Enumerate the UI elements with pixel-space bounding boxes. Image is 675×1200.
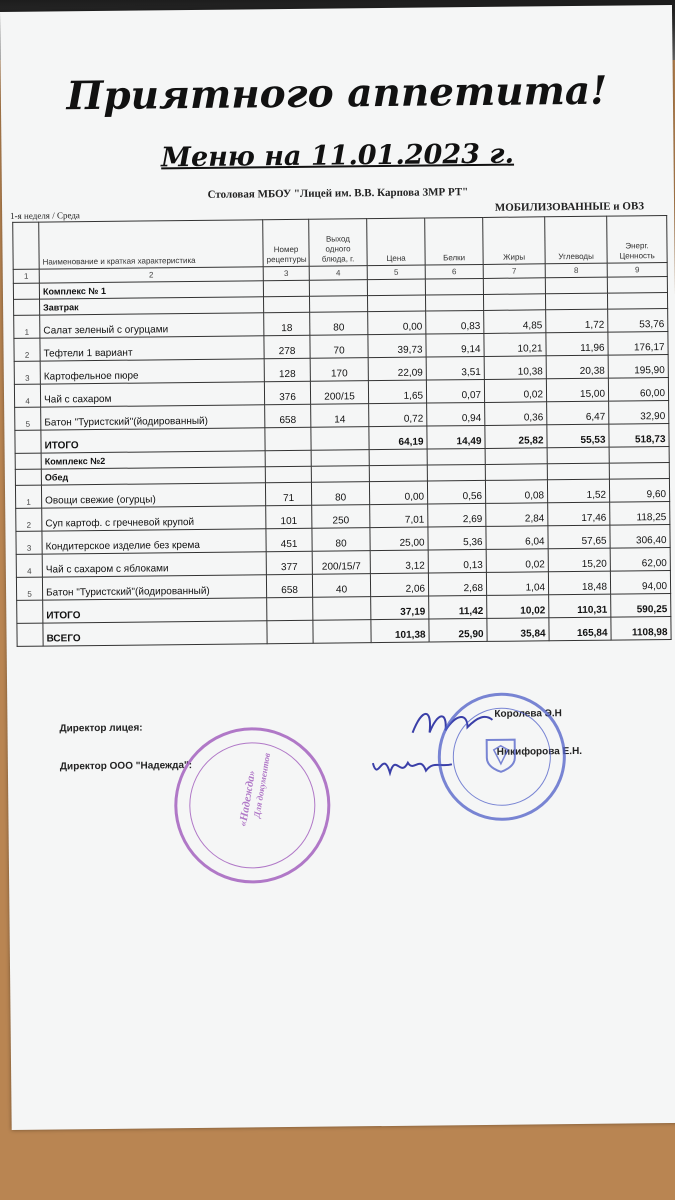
dish-carbs: 11,96: [546, 332, 608, 356]
row-index: 4: [16, 554, 42, 577]
dish-fat: 10,21: [484, 333, 546, 357]
complex2-total-row-energy: 590,25: [611, 594, 671, 618]
dish-carbs: 20,38: [546, 355, 608, 379]
table-header-row: [13, 216, 667, 270]
dish-name: Салат зеленый с огурцами: [40, 313, 264, 338]
dish-protein: 5,36: [428, 526, 486, 550]
week-day: 1-я неделя / Среда: [10, 210, 80, 221]
dish-protein: 2,69: [428, 503, 486, 527]
dish-fat: 1,04: [486, 572, 548, 596]
row-index: 1: [14, 315, 40, 338]
company-stamp: [174, 727, 332, 885]
dish-energy: 195,90: [608, 355, 668, 379]
dish-protein: 9,14: [426, 333, 484, 357]
dish-fat: 0,02: [486, 549, 548, 573]
row-index: 3: [16, 531, 42, 554]
emblem-icon: [485, 738, 517, 774]
recipe-number: 658: [266, 574, 312, 597]
dish-price: 22,09: [368, 357, 426, 381]
complex1-meal-label: Завтрак: [40, 297, 264, 315]
page-title: Приятного аппетита!: [66, 67, 608, 120]
dish-energy: 94,00: [610, 571, 670, 595]
complex2-meal-label: Обед: [41, 467, 265, 485]
dish-price: 25,00: [370, 527, 428, 551]
company-stamp-subtext: Для документов: [251, 752, 273, 819]
dish-price: 0,72: [369, 403, 427, 427]
dish-price: 1,65: [368, 380, 426, 404]
complex2-header-label: Комплекс №2: [41, 451, 265, 469]
dish-fat: 0,08: [485, 480, 547, 504]
dish-protein: 0,07: [426, 379, 484, 403]
grand-total-row-protein: 25,90: [429, 618, 487, 642]
dish-name: Чай с сахаром с яблоками: [42, 552, 266, 577]
column-protein: Белки: [425, 217, 483, 265]
dish-price: 0,00: [369, 481, 427, 505]
dish-carbs: 1,72: [546, 309, 608, 333]
recipe-number: 376: [264, 381, 310, 404]
complex1-total-row-carbs: 55,53: [547, 424, 609, 448]
dish-yield: 200/15/7: [312, 551, 370, 575]
dish-fat: 6,04: [486, 526, 548, 550]
column-name: Наименование и краткая характеристика: [39, 220, 263, 269]
dish-protein: 0,56: [427, 480, 485, 504]
recipe-number: 377: [266, 551, 312, 574]
dish-carbs: 6,47: [547, 401, 609, 425]
row-index: 1: [15, 485, 41, 508]
dish-name: Батон "Туристский"(йодированный): [42, 575, 266, 600]
row-index: 2: [16, 508, 42, 531]
dish-name: Чай с сахаром: [40, 382, 264, 407]
complex1-total-row-fat: 25,82: [485, 425, 547, 449]
complex2-total-row-price: 37,19: [371, 596, 429, 620]
complex1-total-row-energy: 518,73: [609, 424, 669, 448]
category-label: МОБИЛИЗОВАННЫЕ и ОВЗ: [494, 200, 645, 214]
column-price: Цена: [367, 218, 425, 266]
dish-price: 2,06: [370, 573, 428, 597]
company-director-label: Директор ООО "Надежда":: [59, 760, 193, 773]
organization-name: Столовая МБОУ "Лицей им. В.В. Карпова ЗМР РТ": [207, 186, 469, 201]
dish-yield: 250: [312, 505, 370, 529]
dish-price: 3,12: [370, 550, 428, 574]
dish-energy: 306,40: [610, 525, 670, 549]
column-carbs: Углеводы: [545, 216, 607, 264]
dish-carbs: 15,00: [546, 378, 608, 402]
complex1-header-label: Комплекс № 1: [39, 281, 263, 299]
dish-price: 0,00: [368, 311, 426, 335]
dish-carbs: 18,48: [548, 571, 610, 595]
signatory-name-1: Королева Э.Н: [494, 708, 562, 720]
menu-table: [12, 215, 671, 647]
column-recipe: Номер рецептуры: [263, 219, 309, 266]
row-index: 3: [14, 361, 40, 384]
dish-carbs: 15,20: [548, 548, 610, 572]
recipe-number: 658: [265, 404, 311, 427]
column-number-row: 1 2 3 4 5 6 7 8 9: [13, 263, 667, 284]
complex1-total-row-protein: 14,49: [427, 425, 485, 449]
signatory-name-2: Никифорова Е.Н.: [496, 745, 583, 758]
dish-price: 39,73: [368, 334, 426, 358]
dish-energy: 53,76: [608, 309, 668, 333]
grand-total-row-price: 101,38: [371, 619, 429, 643]
dish-energy: 176,17: [608, 332, 668, 356]
complex1-total-row-price: 64,19: [369, 426, 427, 450]
grand-total-row-label: ВСЕГО: [43, 621, 267, 646]
dish-yield: 80: [310, 312, 368, 336]
recipe-number: 128: [264, 358, 310, 381]
column-yield: Выход одного блюда, г.: [309, 219, 367, 267]
dish-fat: 0,02: [484, 379, 546, 403]
complex1-total-row-label: ИТОГО: [41, 428, 265, 453]
dish-yield: 170: [310, 358, 368, 382]
dish-name: Овощи свежие (огурцы): [41, 483, 265, 508]
dish-energy: 118,25: [610, 502, 670, 526]
recipe-number: 71: [265, 482, 311, 505]
company-stamp-text: «Надежда»: [236, 769, 259, 828]
row-index: 5: [15, 407, 41, 430]
recipe-number: 278: [264, 335, 310, 358]
dish-name: Кондитерское изделие без крема: [42, 529, 266, 554]
dish-yield: 80: [312, 528, 370, 552]
grand-total-row-energy: 1108,98: [611, 617, 671, 641]
dish-yield: 70: [310, 335, 368, 359]
row-index: 5: [16, 577, 42, 600]
dish-name: Картофельное пюре: [40, 359, 264, 384]
lyceum-director-label: Директор лицея:: [59, 722, 143, 735]
column-fat: Жиры: [483, 217, 545, 265]
dish-protein: 2,68: [428, 572, 486, 596]
row-index: 4: [14, 384, 40, 407]
grand-total-row-carbs: 165,84: [549, 617, 611, 641]
lyceum-stamp: [437, 692, 566, 821]
dish-fat: 0,36: [485, 402, 547, 426]
dish-yield: 40: [312, 574, 370, 598]
recipe-number: 101: [266, 505, 312, 528]
dish-name: Батон "Туристский"(йодированный): [41, 405, 265, 430]
dish-energy: 9,60: [609, 479, 669, 503]
dish-yield: 80: [311, 482, 369, 506]
complex2-total-row-label: ИТОГО: [43, 598, 267, 623]
dish-fat: 10,38: [484, 356, 546, 380]
recipe-number: 451: [266, 528, 312, 551]
dish-carbs: 57,65: [548, 525, 610, 549]
dish-energy: 32,90: [609, 401, 669, 425]
dish-protein: 0,94: [427, 402, 485, 426]
complex2-total-row-fat: 10,02: [487, 595, 549, 619]
dish-carbs: 17,46: [548, 502, 610, 526]
dish-yield: 14: [311, 404, 369, 428]
menu-document: [0, 5, 675, 1130]
column-energy: Энерг. Ценность: [607, 216, 667, 264]
complex2-total-row-protein: 11,42: [429, 595, 487, 619]
dish-carbs: 1,52: [547, 479, 609, 503]
recipe-number: 18: [264, 312, 310, 335]
dish-yield: 200/15: [310, 381, 368, 405]
dish-protein: 0,83: [426, 310, 484, 334]
menu-date-title: Меню на 11.01.2023 г.: [160, 138, 515, 174]
dish-protein: 0,13: [428, 549, 486, 573]
dish-price: 7,01: [370, 504, 428, 528]
dish-energy: 60,00: [608, 378, 668, 402]
row-index: 2: [14, 338, 40, 361]
dish-fat: 4,85: [484, 310, 546, 334]
grand-total-row-fat: 35,84: [487, 618, 549, 642]
dish-name: Тефтели 1 вариант: [40, 336, 264, 361]
dish-name: Суп картоф. с гречневой крупой: [42, 506, 266, 531]
dish-fat: 2,84: [486, 503, 548, 527]
complex2-total-row-carbs: 110,31: [549, 594, 611, 618]
dish-protein: 3,51: [426, 356, 484, 380]
dish-energy: 62,00: [610, 548, 670, 572]
